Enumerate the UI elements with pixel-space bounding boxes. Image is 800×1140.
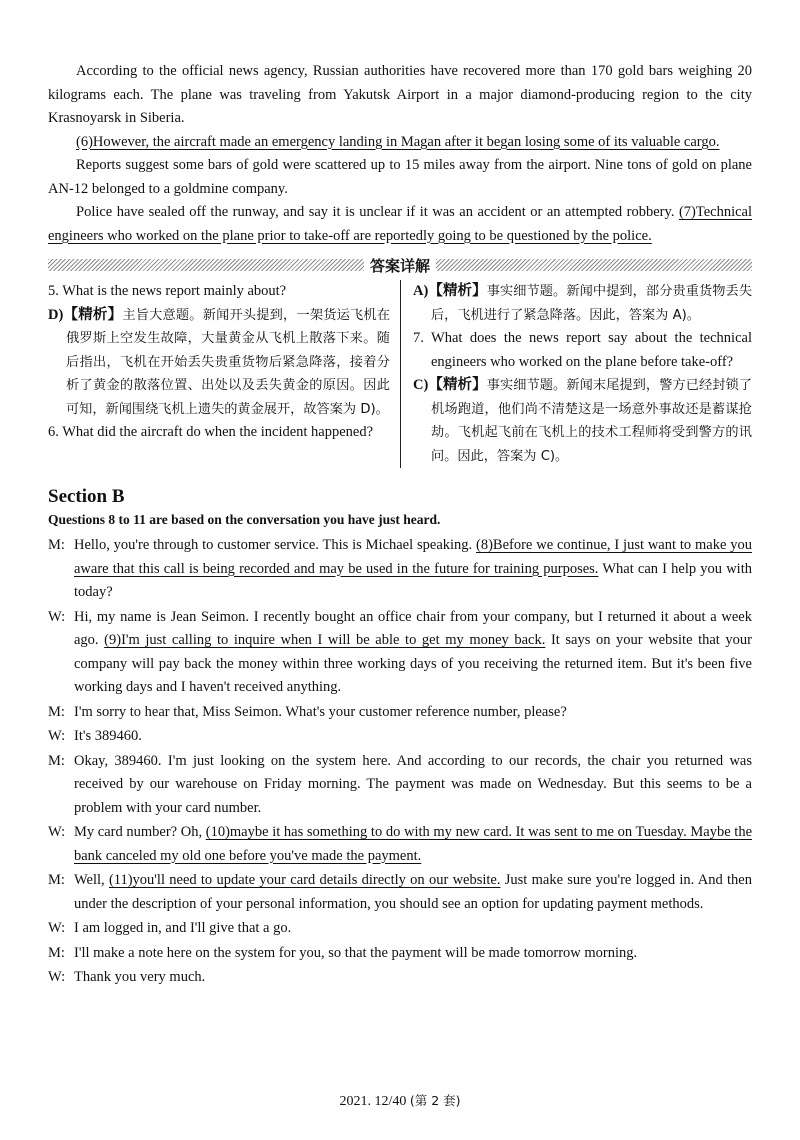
answer-column-right bbox=[400, 280, 752, 468]
passage-paragraph: According to the official news agency, Russian authorities have recovered more than 170 gold bars weighing 20 kilograms each. The plane was traveling from Yakutsk Airport in a major diamond-producing region to the city Krasnoyarsk in Siberia. bbox=[48, 63, 752, 126]
dialogue-text bbox=[74, 966, 752, 990]
dialogue-text-plain: I'm sorry to hear that, Miss Seimon. What's your customer reference number, please? bbox=[74, 703, 567, 720]
underlined-sentence: (6)However, the aircraft made an emergency landing in Magan after it began losing some of its valuable cargo. bbox=[76, 133, 720, 150]
underlined-sentence: (9)I'm just calling to inquire when I will be able to get my money back. bbox=[104, 632, 546, 648]
dialogue-text-plain: My card number? Oh, bbox=[74, 824, 206, 840]
footer-page-number: 2021. 12/40 bbox=[339, 1094, 410, 1109]
dialogue-text-plain: I am logged in, and I'll give that a go. bbox=[74, 920, 292, 936]
underlined-sentence: (8)Before we continue, I just want to make you aware that this call is being recorded and may be used in the future for training purposes. bbox=[74, 537, 752, 577]
dialogue-text-plain: What can I help you with today? bbox=[74, 560, 752, 600]
underlined-sentence: (7)Technical engineers who worked on the plane prior to take-off are reportedly going to be questioned by the police. bbox=[48, 204, 753, 244]
passage-paragraph bbox=[48, 201, 752, 248]
page-footer bbox=[0, 1091, 800, 1110]
answer-divider bbox=[48, 254, 752, 276]
dialogue-text bbox=[74, 701, 752, 725]
speaker-label: M: bbox=[48, 752, 65, 769]
divider-hatch-left bbox=[48, 259, 364, 271]
passage-paragraph: Reports suggest some bars of gold were scattered up to 15 miles away from the airport. Nine tons of gold on plane AN-12 belonged to a goldmine company. bbox=[48, 157, 752, 197]
dialogue-text bbox=[74, 725, 752, 749]
question-5: 5. What is the news report mainly about? bbox=[48, 283, 287, 299]
dialogue-text-plain: I'll make a note here on the system for you, so that the payment will be made tomorrow morning. bbox=[74, 944, 638, 961]
page-content bbox=[48, 60, 752, 991]
answer-label: C)【精析】 bbox=[413, 377, 487, 393]
answer-6 bbox=[413, 280, 752, 327]
question-6: 6. What did the aircraft do when the incident happened? bbox=[48, 424, 374, 440]
dialogue-line bbox=[48, 966, 752, 990]
answer-text: 事实细节题。新闻中提到，部分贵重货物丢失后，飞机进行了紧急降落。因此，答案为 A)。 bbox=[431, 284, 753, 323]
dialogue-line bbox=[48, 534, 752, 605]
speaker-label: M: bbox=[48, 537, 65, 553]
conversation bbox=[48, 534, 752, 990]
dialogue-text bbox=[74, 534, 752, 605]
answer-label: A)【精析】 bbox=[413, 283, 487, 299]
section-title: Section B bbox=[48, 486, 125, 507]
dialogue-text bbox=[74, 942, 752, 966]
dialogue-text-plain: Thank you very much. bbox=[74, 969, 206, 985]
dialogue-line bbox=[48, 869, 752, 916]
answer-7 bbox=[413, 374, 752, 468]
dialogue-line bbox=[48, 750, 752, 821]
passage-paragraph-underlined bbox=[48, 131, 752, 155]
underlined-sentence: (11)you'll need to update your card details directly on our website. bbox=[108, 872, 501, 888]
dialogue-text bbox=[74, 750, 752, 821]
dialogue-text-plain: Well, bbox=[74, 872, 109, 888]
speaker-label: W: bbox=[48, 728, 66, 744]
speaker-label: W: bbox=[48, 608, 66, 625]
question-7: 7. What does the news report say about the technical engineers who worked on the plane before take-off? bbox=[413, 330, 752, 370]
divider-hatch-right bbox=[436, 259, 752, 271]
answer-header: 答案详解 bbox=[370, 256, 431, 275]
dialogue-text bbox=[74, 869, 752, 916]
dialogue-line bbox=[48, 821, 752, 868]
dialogue-line bbox=[48, 701, 752, 725]
speaker-label: M: bbox=[48, 703, 65, 720]
answer-text: 事实细节题。新闻末尾提到，警方已经封锁了机场跑道，他们尚不清楚这是一场意外事故还是蓄谋抢劫。飞机起飞前在飞机上的技术工程师将受到警方的讯问。因此，答案为 C)。 bbox=[431, 378, 753, 464]
speaker-label: M: bbox=[48, 872, 65, 888]
speaker-label: M: bbox=[48, 944, 65, 961]
questions-note: Questions 8 to 11 are based on the conversation you have just heard. bbox=[48, 512, 441, 527]
speaker-label: W: bbox=[48, 920, 66, 936]
dialogue-text-plain: Okay, 389460. I'm just looking on the system here. And according to our records, the chair you returned was received by our warehouse on Friday morning. The payment was made on Wednesday. But this seems to be a problem with your card number. bbox=[74, 752, 752, 816]
dialogue-text bbox=[74, 606, 752, 700]
answer-5 bbox=[48, 304, 390, 422]
dialogue-text-plain: It's 389460. bbox=[74, 728, 142, 744]
speaker-label: W: bbox=[48, 969, 66, 985]
answer-columns bbox=[48, 280, 752, 468]
dialogue-line bbox=[48, 725, 752, 749]
passage-sentence: Police have sealed off the runway, and say it is unclear if it was an accident or an attempted robbery. bbox=[76, 204, 675, 220]
dialogue-text-plain: Just make sure you're logged in. And then under the description of your personal information, you should see an option for updating payment methods. bbox=[74, 872, 752, 912]
dialogue-text bbox=[74, 821, 752, 868]
dialogue-text-plain: It says on your website that your company will pay back the money within three working days of you receiving the returned item. But it's been five working days and I haven't received anything. bbox=[74, 632, 753, 695]
answer-text: 主旨大意题。新闻开头提到，一架货运飞机在俄罗斯上空发生故障，大量黄金从飞机上散落下来。随后指出，飞机在开始丢失贵重货物后紧急降落，接着分析了黄金的散落位置、出处以及丢失黄金的原因。因此可知，新闻围绕飞机上遗失的黄金展开，故答案为 D)。 bbox=[66, 307, 391, 417]
underlined-sentence: (10)maybe it has something to do with my new card. It was sent to me on Tuesday. Maybe the bank canceled my old one before you've made the payment. bbox=[74, 824, 753, 864]
dialogue-line bbox=[48, 942, 752, 966]
dialogue-line bbox=[48, 606, 752, 700]
footer-set-label: (第 2 套) bbox=[409, 1093, 461, 1108]
dialogue-text-plain: Hello, you're through to customer service. This is Michael speaking. bbox=[74, 537, 477, 553]
dialogue-line bbox=[48, 917, 752, 941]
answer-label: D)【精析】 bbox=[48, 306, 123, 323]
answer-column-left bbox=[48, 280, 400, 468]
dialogue-text-plain: Hi, my name is Jean Seimon. I recently bought an office chair from your company, but I returned it about a week ago. bbox=[74, 608, 752, 648]
speaker-label: W: bbox=[48, 824, 66, 840]
dialogue-text bbox=[74, 917, 752, 941]
